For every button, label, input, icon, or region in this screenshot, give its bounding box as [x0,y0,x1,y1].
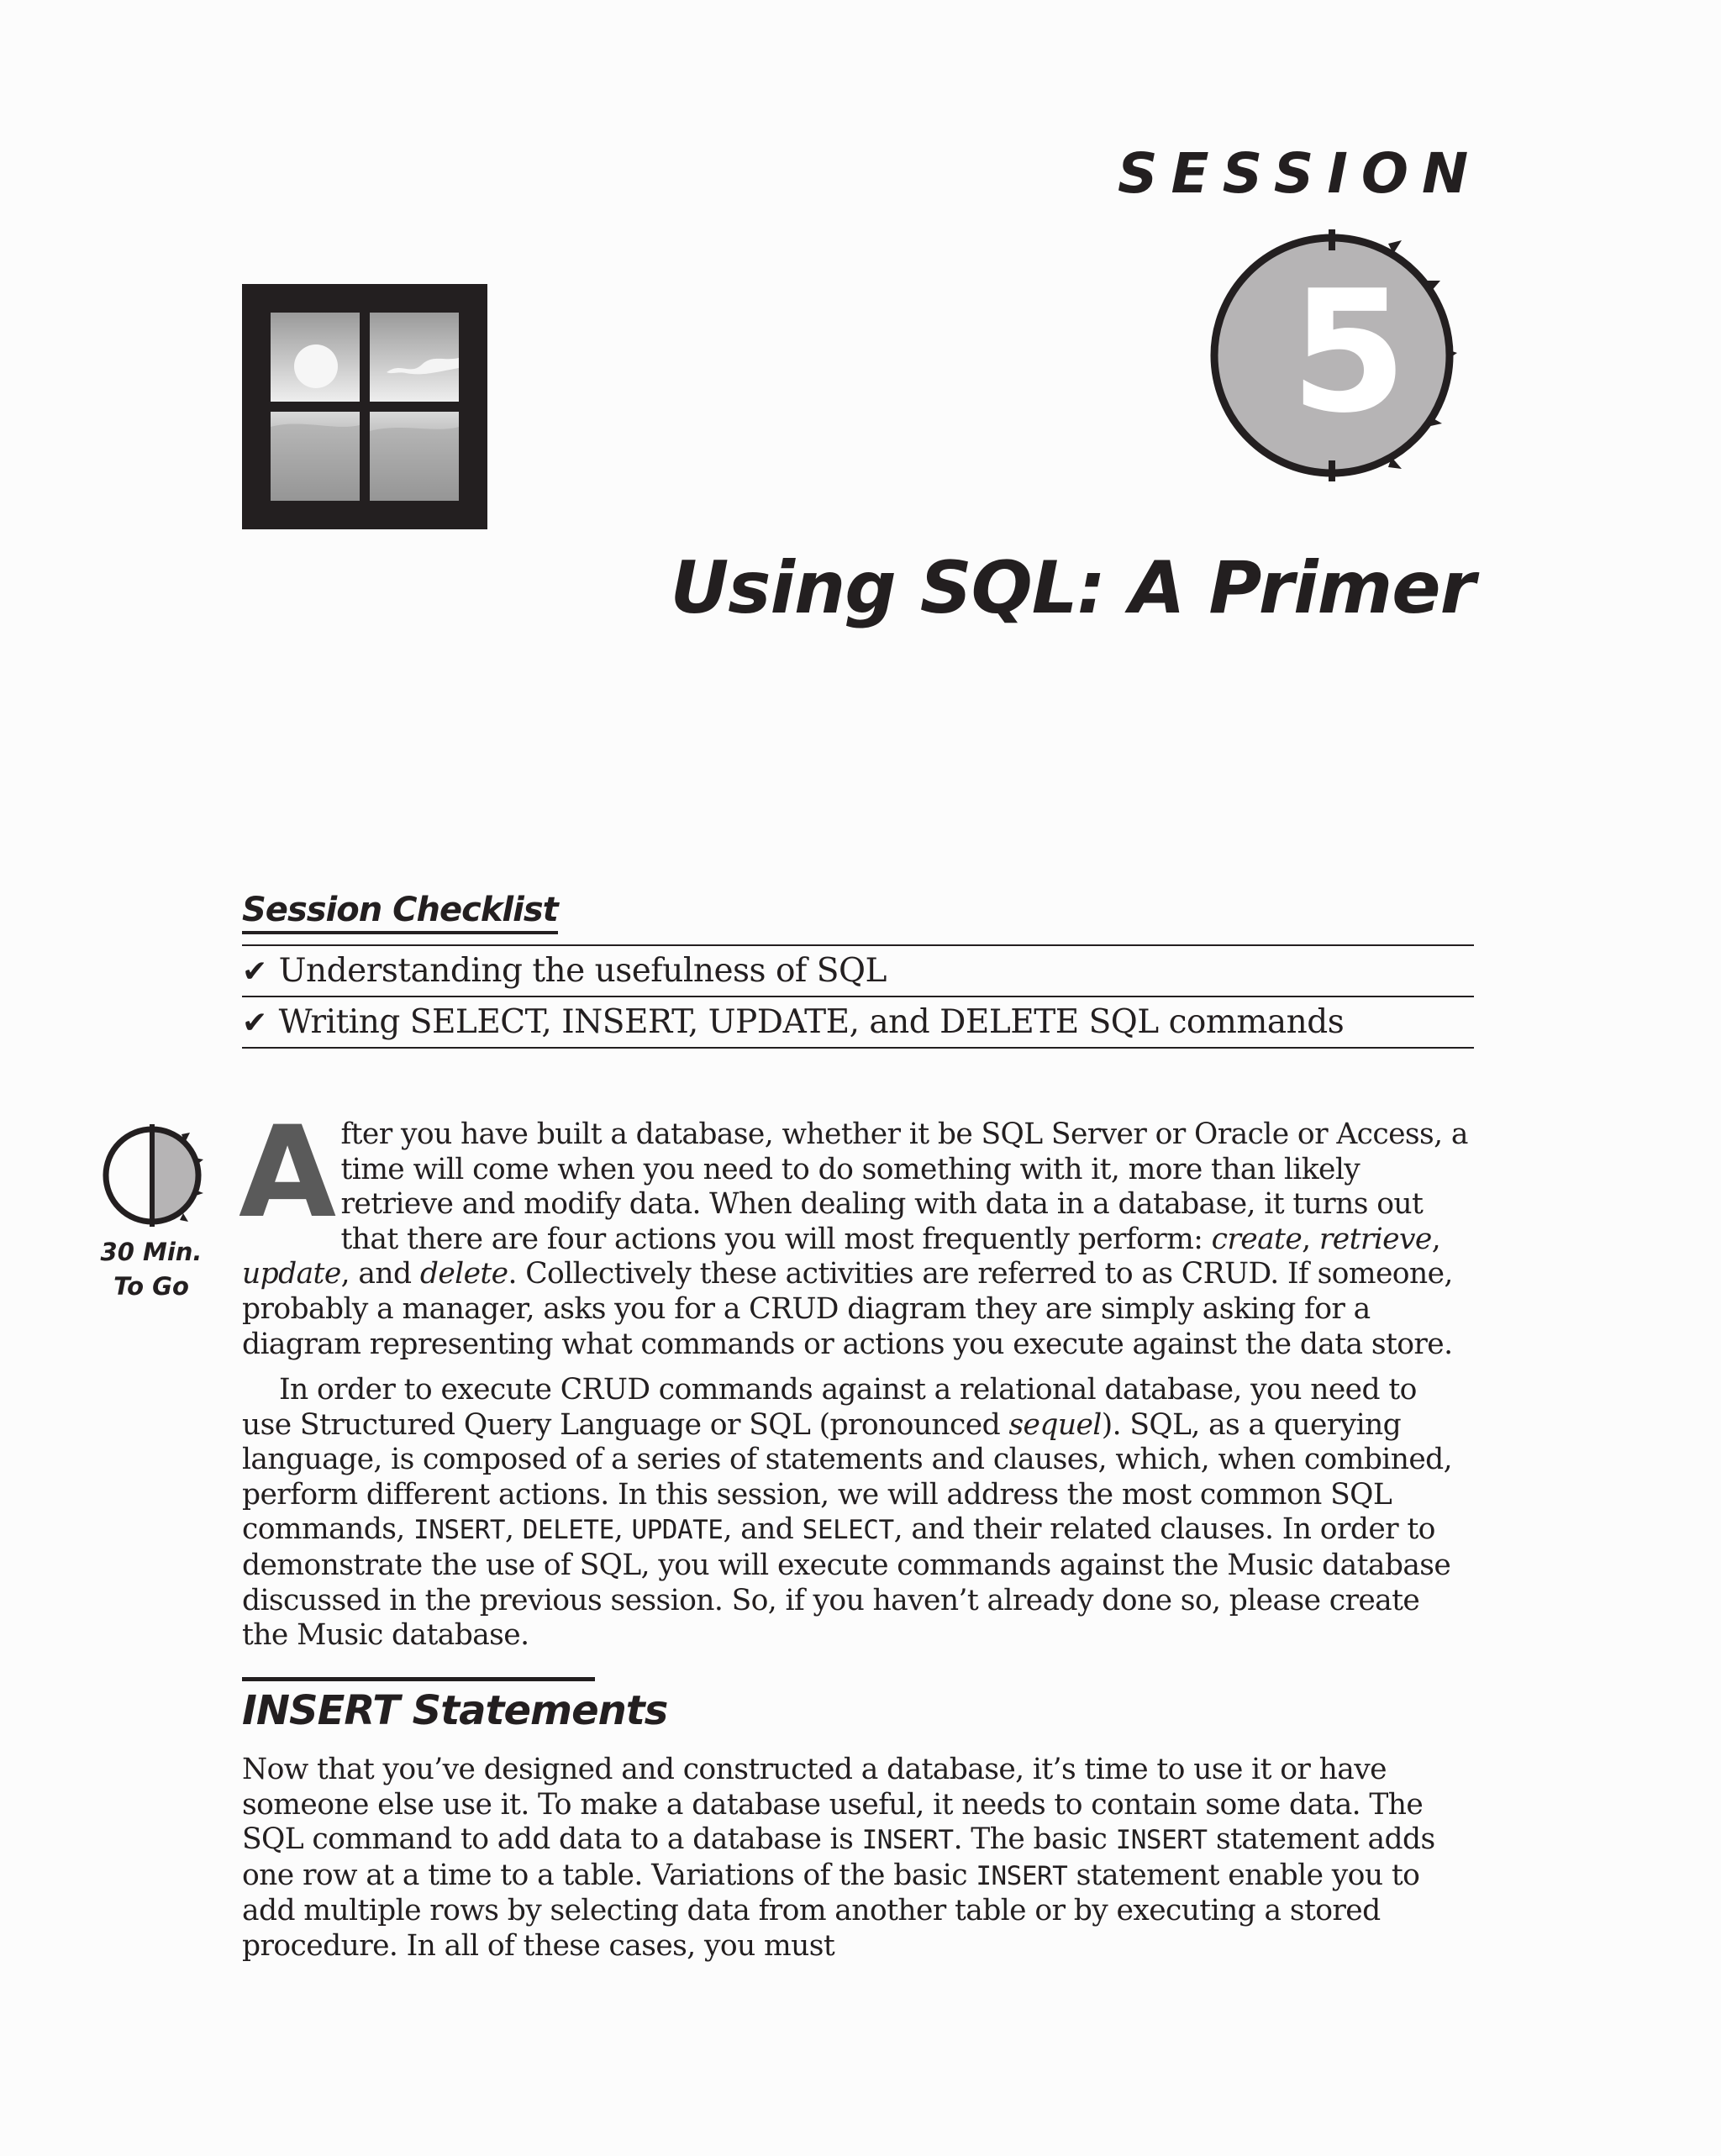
text-run: , and their related clauses. In order to demonstrate the use of SQL, you will execute commands against the Music database discussed in the previous session. So, if you haven’t already done so, please create the Music database. [242,1512,1451,1653]
emphasis-term: update [242,1257,341,1291]
section-rule [242,1677,595,1681]
text-run: fter you have built a database, whether it be SQL Server or Oracle or Access, a time will come when you need to do something with it, more than likely retrieve and modify data. When dealing with data in a database, it turns out that there are four actions you will most frequently perform: [340,1117,1468,1256]
text-run: . Collectively these activities are referred to as CRUD. If someone, probably a manager, asks you for a CRUD diagram they are simply asking for a diagram representing what commands or actions you execute against the data store. [242,1257,1453,1361]
session-label: SESSION [1118,141,1482,206]
text-run: , and [723,1512,803,1547]
checklist-item: ✔ Understanding the usefulness of SQL [242,946,1474,997]
intro-paragraph-1 [239,1100,1474,1362]
emphasis-term: sequel [1008,1407,1102,1442]
insert-paragraph-1 [242,1753,1474,1964]
code-term: INSERT [1115,1825,1208,1856]
text-run: statement enable you to add multiple rows by selecting data from another table or by executing a stored procedure. In all of these cases, you must [242,1858,1420,1963]
text-run: ). SQL, as a querying language, is composed of a series of statements and clauses, which, when combined, perform different actions. In this session, we will address the most common SQL commands, [242,1407,1453,1547]
time-remaining-label: 30 Min. To Go [100,1238,203,1301]
intro-paragraph-2 [242,1373,1474,1654]
code-term: INSERT [976,1860,1068,1891]
code-term: SELECT [802,1515,894,1546]
section-heading: INSERT Statements [242,1687,668,1734]
session-number: 5 [1290,255,1408,450]
text-run: , [505,1512,523,1547]
checklist-heading: Session Checklist [242,891,558,934]
page-title: Using SQL: A Primer [670,546,1475,630]
text-run: , [1302,1222,1319,1256]
text-run: , and [340,1257,420,1291]
text-run: , [613,1512,632,1547]
text-run: . The basic [953,1822,1116,1857]
text-run: statement adds one row at a time to a table. Variations of the basic [242,1822,1435,1892]
code-term: DELETE [522,1515,614,1546]
session-checklist [242,944,1474,1049]
checklist-item: ✔ Writing SELECT, INSERT, UPDATE, and DELETE SQL commands [242,997,1474,1049]
text-run: Now that you’ve designed and constructed a database, it’s time to use it or have someone else use it. To make a database useful, it needs to contain some data. The SQL command to add data to a database is [242,1753,1424,1857]
window-icon [242,284,487,529]
code-term: INSERT [413,1515,506,1546]
code-term: UPDATE [631,1515,724,1546]
text-run: , [1431,1222,1441,1256]
drop-cap: A [239,1100,336,1246]
checkmark-icon: ✔ [242,1006,267,1040]
emphasis-term: delete [419,1257,508,1291]
emphasis-term: retrieve [1318,1222,1432,1256]
text-run: In order to execute CRUD commands against a relational database, you need to use Structured Query Language or SQL (pronounced [242,1373,1417,1442]
emphasis-term: create [1211,1222,1303,1256]
clock-number-badge [1202,225,1462,486]
half-clock-icon [97,1121,207,1230]
checkmark-icon: ✔ [242,954,267,989]
paragraph-text [242,1117,1468,1361]
code-term: INSERT [861,1825,954,1856]
